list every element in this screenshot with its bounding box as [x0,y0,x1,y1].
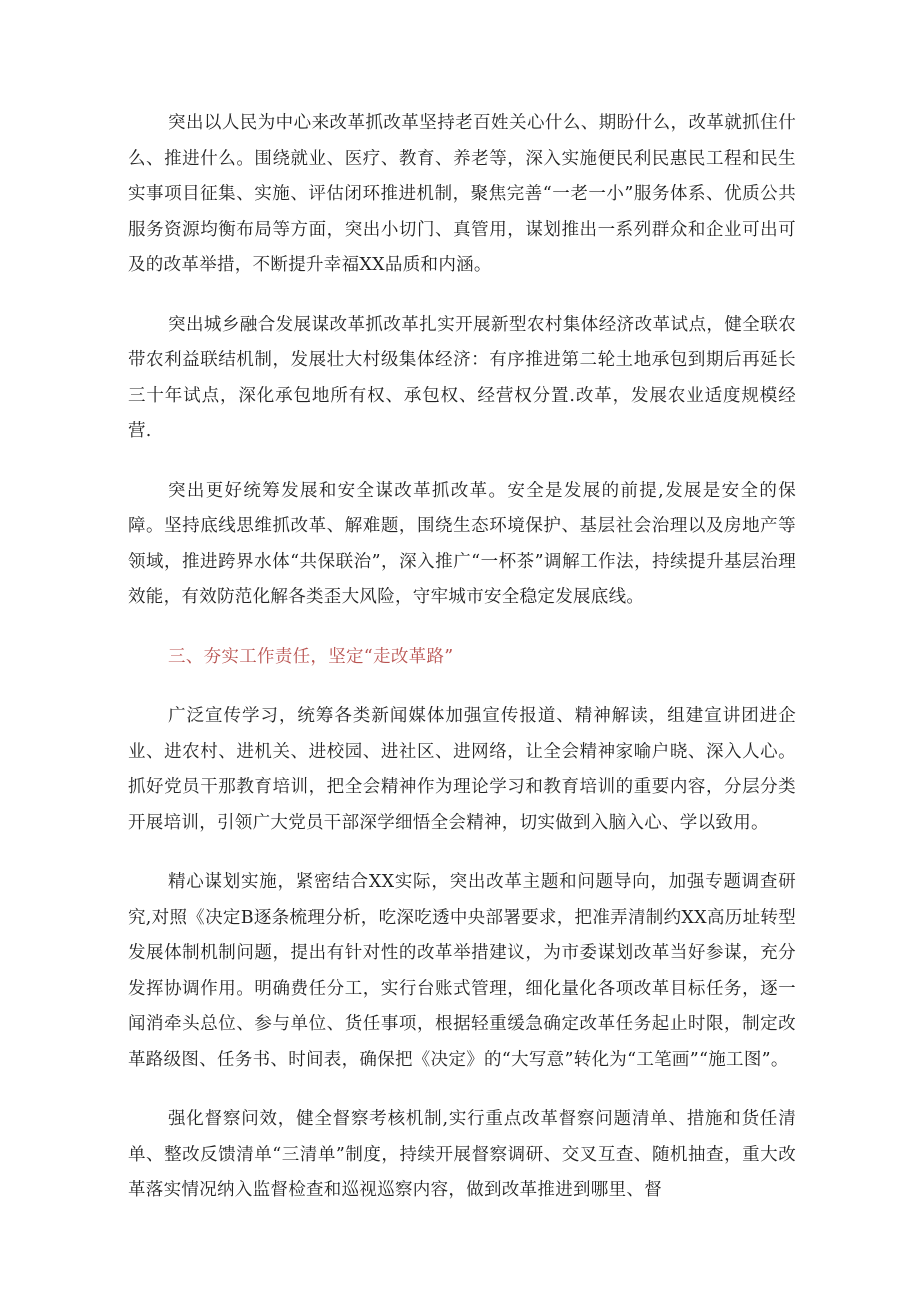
section-heading-3: 三、夯实工作责任，坚定“走改革路” [168,646,454,667]
paragraph-supervision-accountability: 强化督察问效，健全督察考核机制,实行重点改革督察问题清单、措施和货任清单、整改反馈清单“三清单”制度，持续开展督察调研、交叉互查、随机抽查，重大改革落实情况纳入监督检查和巡视巡察内容，做到改革推进到哪里、督 [128,1109,796,1200]
paragraph-people-centered-reform: 突出以人民为中心来改革抓改革坚持老百姓关心什么、期盼什么，改革就抓住什么、推进什么。围绕就业、医疗、教育、养老等，深入实施便民利民惠民工程和民生实事项目征集、实施、评估闭环推进机制，聚焦完善“一老一小”服务体系、优质公共服务资源均衡布局等方面，突出小切门、真管用，谋划推出一系列群众和企业可出可及的改革举措，不断提升幸福XX品质和内涵。 [128,113,796,275]
document-body [128,106,796,1233]
paragraph-urban-rural-integration: 突出城乡融合发展谋改革抓改革扎实开展新型农村集体经济改革试点，健全联农带农利益联结机制，发展壮大村级集体经济：有序推进第二轮土地承包到期后再延长三十年试点，深化承包地所有权、承包权、经营权分置.改革，发展农业适度规模经营. [128,314,796,441]
paragraph-publicity-study: 广泛宣传学习，统筹各类新闻媒体加强宣传报道、精神解读，组建宣讲团进企业、进农村、进机关、进校园、进社区、进网络，让全会精神家喻户晓、深入人心。抓好党员干那教育培训，把全会精神作为理论学习和教育培训的重要内容，分层分类开展培训，引领广大党员干部深学细悟全会精神，切实做到入脑入心、学以致用。 [128,706,796,833]
paragraph-development-and-security: 突出更好统筹发展和安全谋改革抓改革。安全是发展的前提,发展是安全的保障。坚持底线思维抓改革、解难题，围绕生态环境保护、基层社会治理以及房地产等领域，推进跨界水体“共保联治”，深入推广“一杯茶”调解工作法，持续提升基层治理效能，有效防范化解各类歪大风险，守牢城市安全稳定发展底线。 [128,480,796,607]
paragraph-planning-implementation: 精心谋划实施，紧密结合XX实际，突出改革主题和问题导向，加强专题调查研究,对照《决定B逐条梳理分析，吃深吃透中央部署要求，把准弄清制约XX高历址转型发展体制机制问题，提出有针对性的改革举措建议，为市委谋划改革当好参谋，充分发挥协调作用。明确费任分工，实行台账式管理，细化量化各项改革目标任务，逐一闻消牵头总位、参与单位、货任事项，根据轻重缓急确定改革任务起止时限，制定改革路级图、任务书、时间表，确保把《决定》的“大写意”转化为“工笔画”“施工图”。 [128,872,796,1070]
